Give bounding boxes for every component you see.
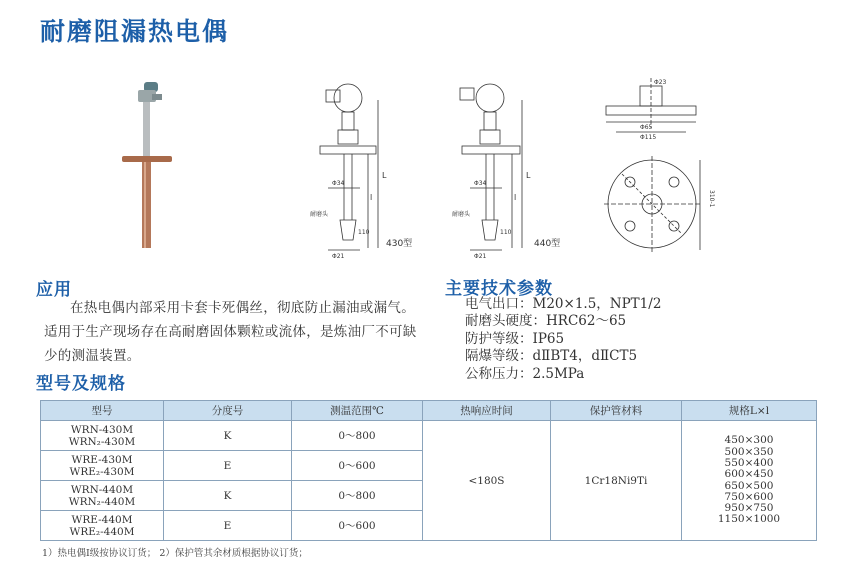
spec-label: 防护等级： — [465, 330, 533, 347]
dim-label: 310-1 — [708, 190, 715, 208]
specs-heading: 主要技术参数 — [445, 279, 553, 299]
drawing-430 — [320, 84, 378, 250]
grade-cell: E — [164, 511, 292, 541]
dim-label: l — [514, 193, 517, 202]
dim-label: 110 — [358, 229, 370, 236]
model-code: WRE-430M — [71, 453, 133, 466]
flange-top-view — [604, 156, 700, 252]
spec-label: 耐磨头硬度： — [465, 313, 546, 330]
size-value: 1150×1000 — [717, 513, 781, 526]
spec-row — [465, 366, 661, 383]
range-cell: 0～800 — [292, 421, 423, 451]
dim-label: Φ34 — [332, 180, 345, 187]
range-cell: 0～600 — [292, 511, 423, 541]
model-code: WRE₂-430M — [69, 465, 135, 478]
dim-label: Φ21 — [332, 253, 345, 260]
dim-label: Φ21 — [474, 253, 487, 260]
drawing-440 — [460, 84, 522, 250]
models-table — [40, 400, 817, 541]
size-value: 650×500 — [724, 479, 774, 492]
column-header: 规格L×l — [682, 401, 817, 421]
model-cell — [41, 481, 164, 511]
spec-label: 公称压力： — [465, 365, 533, 382]
application-text: 在热电偶内部采用卡套卡死偶丝，彻底防止漏油或漏气。适用于生产现场存在高耐磨固体颗粒或流体，是炼油厂不可缺少的测温装置。 — [44, 300, 417, 364]
material-cell: 1Cr18Ni9Ti — [551, 421, 682, 541]
grade-cell: E — [164, 451, 292, 481]
dim-label: 耐磨头 — [310, 211, 329, 218]
range-cell: 0～800 — [292, 481, 423, 511]
model-code: WRN-430M — [70, 423, 134, 436]
spec-row — [465, 313, 661, 330]
spec-value: 2.5MPa — [532, 365, 585, 382]
model-cell — [41, 511, 164, 541]
column-header: 保护管材料 — [551, 401, 682, 421]
size-value: 600×450 — [724, 468, 774, 481]
dim-label: Φ65 — [640, 124, 653, 131]
spec-value: M20×1.5，NPT1/2 — [532, 296, 662, 312]
spec-label: 隔爆等级： — [465, 348, 533, 365]
dim-label: Φ23 — [654, 79, 667, 86]
dim-label: Φ115 — [640, 134, 657, 141]
response-time-cell: <180S — [423, 421, 551, 541]
size-value: 950×750 — [724, 502, 774, 515]
model-code: WRN₂-430M — [68, 435, 136, 448]
model-cell — [41, 451, 164, 481]
grade-cell: K — [164, 481, 292, 511]
model-code: WRN-440M — [70, 483, 134, 496]
column-header: 型号 — [41, 401, 164, 421]
size-value: 450×300 — [724, 434, 774, 447]
dim-label: L — [526, 171, 531, 180]
models-heading: 型号及规格 — [36, 374, 126, 394]
model-code: WRE₂-440M — [69, 525, 135, 538]
table-row — [41, 421, 817, 451]
range-cell: 0～600 — [292, 451, 423, 481]
label-440: 440型 — [534, 239, 561, 249]
label-430: 430型 — [386, 239, 413, 249]
spec-label: 电气出口： — [465, 296, 533, 312]
size-value: 750×600 — [724, 490, 774, 503]
product-figures — [0, 70, 850, 270]
column-header: 热响应时间 — [423, 401, 551, 421]
column-header: 测温范围℃ — [292, 401, 423, 421]
dim-label: L — [382, 171, 387, 180]
sizes-cell — [682, 421, 817, 541]
model-code: WRE-440M — [71, 513, 133, 526]
table-header-row — [41, 401, 817, 421]
spec-row — [465, 331, 661, 348]
spec-row — [465, 348, 661, 365]
spec-value: IP65 — [532, 330, 565, 347]
page-title: 耐磨阻漏热电偶 — [40, 17, 230, 46]
model-code: WRN₂-440M — [68, 495, 136, 508]
grade-cell: K — [164, 421, 292, 451]
dim-label: Φ34 — [474, 180, 487, 187]
size-value: 550×400 — [724, 456, 774, 469]
column-header: 分度号 — [164, 401, 292, 421]
dim-label: 耐磨头 — [452, 211, 471, 218]
dim-label: 110 — [500, 229, 512, 236]
spec-value: HRC62～65 — [546, 313, 627, 330]
spec-row — [465, 296, 661, 313]
model-cell — [41, 421, 164, 451]
application-heading: 应用 — [36, 280, 72, 300]
footnote: 1）热电偶Ⅰ级按协议订货； 2）保护管其余材质根据协议订货； — [42, 548, 308, 559]
size-value: 500×350 — [724, 445, 774, 458]
dim-label: l — [370, 193, 373, 202]
specs-list — [465, 296, 661, 383]
product-photo — [122, 82, 172, 248]
spec-value: dⅡBT4，dⅡCT5 — [532, 348, 638, 365]
